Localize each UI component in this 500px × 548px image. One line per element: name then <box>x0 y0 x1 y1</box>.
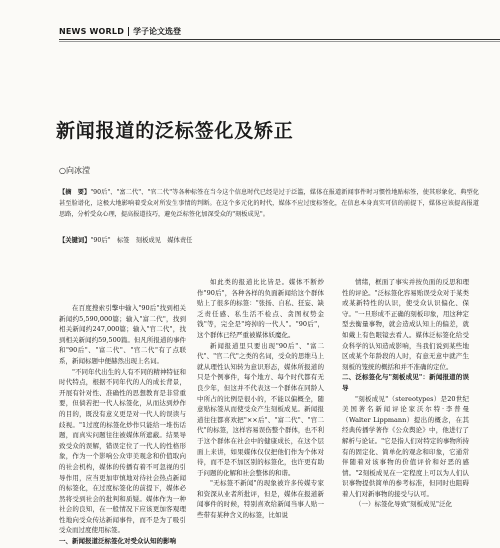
article-title: 新闻报道的泛标签化及矫正 <box>56 120 294 142</box>
section-heading: 二、泛标签化与"刻板成见"：新闻报道的误导 <box>342 373 469 392</box>
abstract-label: 【摘 要】 <box>59 189 91 196</box>
body-column-3 <box>342 277 469 510</box>
paragraph: "不同年代出生的人有不同的精神特征和时代特点，根据不同年代的人的成长背景，开展有针对性、准确性的思想教育是非常重要，但倘若把一代人标签化，从而达到炒作的目的，既没有意义更是对一代人的误读与歧视。"1过度的标签化炒作只能给一堆伤话题，而真实问题往往被媒体所遮蔽。结果导致受众的误解，错误定位了一代人的性格形象，作为一个影响公众审美观念和价值取向的社会机构，媒体的传播有着不可忽视的引导作用，应当更加审慎地对待社会热点新闻的标签化，在过度标签化的前提下，媒体必然将受到社会的批判和质疑。媒体作为一种社会的良知，在一般情况下应该更加客观理性地向受众传达新闻事件，而不是为了吸引受众而过度使用标签。 <box>59 367 186 535</box>
running-header <box>59 23 181 39</box>
paragraph: "无标签不新闻"的现象被许多传媒专家和资深从业者所批评，但是，媒体在报道新闻事件的时候，特别喜欢给新闻当事人贴一些带有某种含义的标签，比如说 <box>197 479 324 520</box>
header-rule <box>59 39 500 40</box>
section-heading: 一、新闻报道泛标签化对受众认知的影响 <box>59 537 176 546</box>
author: ○向冰滢 <box>59 166 90 175</box>
paragraph: 如此类的报道比比皆是。媒体不断炒作"90后"，各种各样的负面新闻给这个群体贴上了很多的标签："张扬、自私、狂妄、缺乏责任感、私生活不检点、贪图权势金钱"等，完全是"垮掉的一代人"。"90后"，这个群体已经严重被媒体妖魔化。 <box>197 278 324 339</box>
abstract <box>59 187 479 220</box>
column-name: 学子论文选登 <box>133 25 182 36</box>
paragraph: 新闻报道里只要出现"90后"、"富二代"、"官二代"之类的名词，受众的思维马上就从理性认知转为意识形态，媒体所报道的只是个例事件，每个地方、每个时代都有无良少年，但这并不代表这一个群体在同龄人中所占的比例是很小的，不能以偏概全，随意贴标签从而使受众产生刻板成见。新闻报道往往都喜欢把"××后"、"富二代"、"官二代"的标签，这样容易误伤整个群体，也不利于这个群体在社会中的健康成长，在这个层面上来讲，如果媒体仅仅把他们作为个体对待，而不是不加区别的标签化，也许更有助于问题的化解和社会整体的和谐。 <box>197 341 324 477</box>
keywords-text: "90后" 标签 刻板成见 媒体责任 <box>90 237 193 244</box>
body-column-2 <box>197 277 324 521</box>
paragraph: （一）标签化导致"刻板成见"泛化 <box>355 500 452 509</box>
header-separator <box>128 27 129 36</box>
paragraph: 在百度搜索引擎中输入"90后"找到相关新闻约5,590,000篇；输入"富二代"，找到相关新闻约247,000篇；输入"官二代"，找到相关新闻约59,500篇。但凡所报道的事件和"90后"、"富二代"、"官二代"有了点联系，新闻标题中便赫然出现上名词。 <box>59 304 186 365</box>
keywords <box>59 235 192 244</box>
abstract-text: "90后"、"富二代"、"官二代"等各种标签在当今这个信息时代已经是过于泛滥，媒体在报道新闻事件时习惯性地贴标签，使其形象化、典型化甚至脸谱化，这极大地影响着受众对所发生事情的判断。在这个多元化的时代，媒体不应过度标签化，在信息本身真实可信的前提下，媒体应该提高报道思路，分析受众心理，提高报道技巧，避免泛标签化加深受众的"刻板成见"。 <box>59 189 479 218</box>
paragraph: 情绪，框面了事实并按负面的反思和理性的评论。"泛标签化容易贻误受众对于某类或某新特性的认识，使受众认识偏化、保守。"一旦形成不正确的刻板印象，用这种定型去衡量事物，就会造成认知上的偏差，就如戴上有色眼镜去看人。媒体泛标签化给受众科学的认知造成影响，当我们说到某些地区或某个年龄段的人时，有意无意中就产生刻板的笼统的概括和并不准确的定位。 <box>342 278 469 371</box>
paragraph: "刻板成见"（stereotypes）是20世纪美国著名新闻评论家沃尔特·李普曼（Walter Lippmann）提出的概念，在其经典传播学著作《公众舆论》中，他进行了解析与论证。"它是指人们对特定的事物所持有的固定化、简单化的观念和印象，它通常伴随着对该事物的价值评价和好恶的感情。"2刻板成见在一定程度上可以为人们认识事物提供简单的参考标准，但同时也阻碍着人们对新事物的接受与认可。 <box>342 394 469 498</box>
brand-name: NEWS WORLD <box>59 26 125 36</box>
keywords-label: 【关键词】 <box>59 237 91 244</box>
body-column-1 <box>59 303 186 547</box>
header-rule-thin <box>59 41 500 42</box>
